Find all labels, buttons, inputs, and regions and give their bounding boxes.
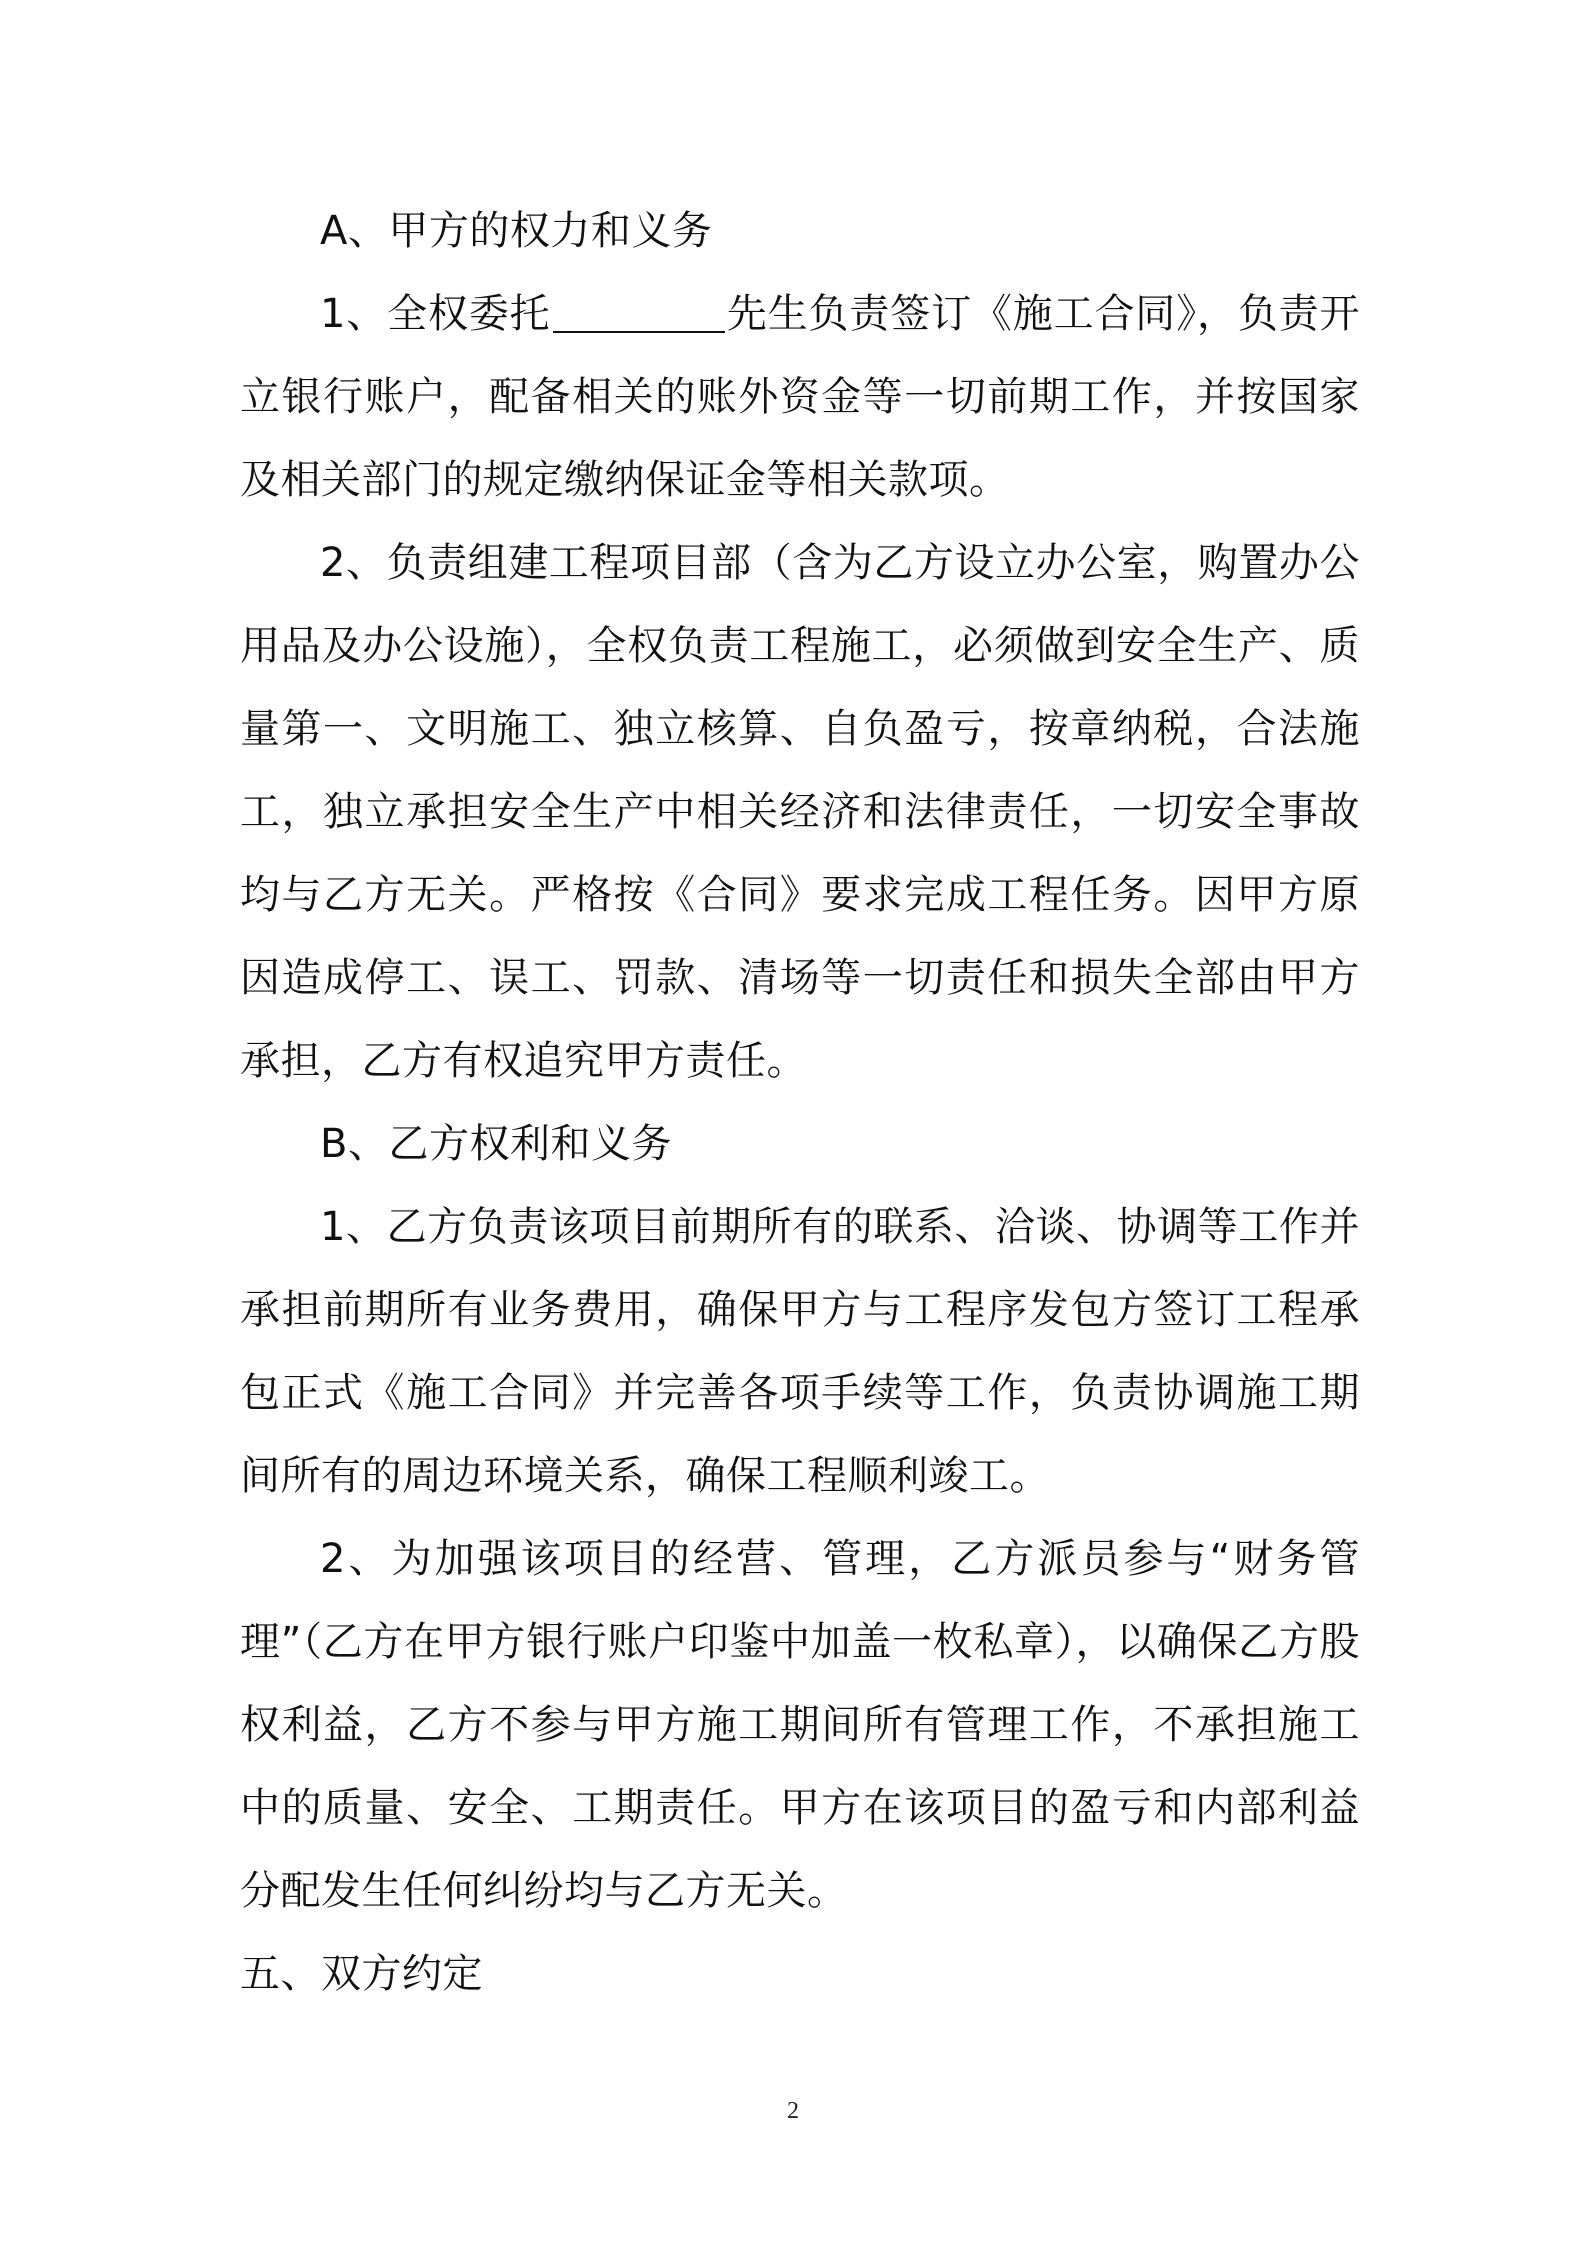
section-a-heading: A、甲方的权力和义务	[320, 208, 713, 254]
section-b-heading: B、乙方权利和义务	[320, 1121, 672, 1167]
clause-a1-rest: 先生负责签订《施工合同》，负责开立银行账户，配备相关的账外资金等一切前期工作，并按国家及相关部门的规定缴纳保证金等相关款项。	[240, 291, 1361, 503]
document-body	[240, 190, 1360, 2016]
clause-a2: 2、负责组建工程项目部（含为乙方设立办公室，购置办公用品及办公设施），全权负责工程施工，必须做到安全生产、质量第一、文明施工、独立核算、自负盈亏，按章纳税，合法施工，独立承担安全生产中相关经济和法律责任，一切安全事故均与乙方无关。严格按《合同》要求完成工程任务。因甲方原因造成停工、误工、罚款、清场等一切责任和损失全部由甲方承担，乙方有权追究甲方责任。	[240, 540, 1360, 1084]
page-number: 2	[787, 2098, 799, 2124]
section-5-heading: 五、双方约定	[240, 1951, 483, 1997]
clause-b1: 1、乙方负责该项目前期所有的联系、洽谈、协调等工作并承担前期所有业务费用，确保甲方与工程序发包方签订工程承包正式《施工合同》并完善各项手续等工作，负责协调施工期间所有的周边环境关系，确保工程顺利竣工。	[240, 1204, 1360, 1499]
clause-a1-start: 1、全权委托	[320, 291, 551, 337]
clause-a1	[240, 273, 1360, 522]
clause-b2: 2、为加强该项目的经营、管理，乙方派员参与“财务管理”（乙方在甲方银行账户印鉴中加盖一枚私章），以确保乙方股权利益，乙方不参与甲方施工期间所有管理工作，不承担施工中的质量、安全、工期责任。甲方在该项目的盈亏和内部利益分配发生任何纠纷均与乙方无关。	[240, 1536, 1360, 1914]
name-blank-line	[553, 293, 725, 333]
